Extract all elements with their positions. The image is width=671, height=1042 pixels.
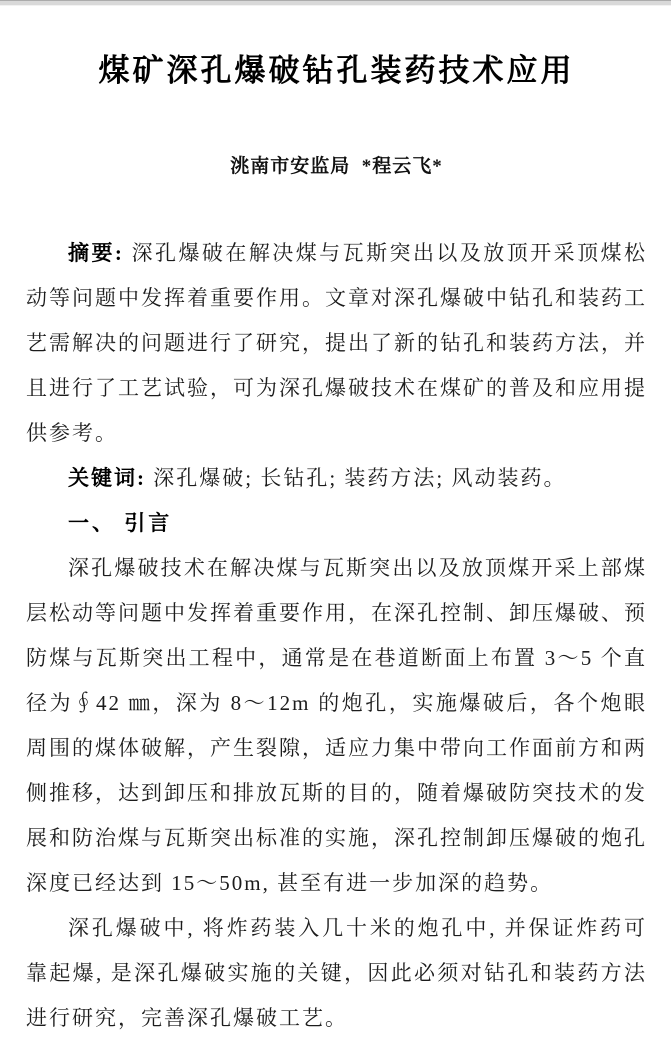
- keywords-text: 深孔爆破; 长钻孔; 装药方法; 风动装药。: [153, 466, 567, 490]
- document-body: [26, 231, 647, 1041]
- document-page: [0, 7, 671, 1041]
- body-paragraph: 深孔爆破技术在解决煤与瓦斯突出以及放顶煤开采上部煤层松动等问题中发挥着重要作用，在深孔控制、卸压爆破、预防煤与瓦斯突出工程中，通常是在巷道断面上布置 3～5 个直径为∮42 ㎜，深为 8～12m 的炮孔，实施爆破后，各个炮眼周围的煤体破解，产生裂隙，适应力集中带向工作面前方和两侧推移，达到卸压和排放瓦斯的目的，随着爆破防突技术的发展和防治煤与瓦斯突出标准的实施，深孔控制卸压爆破的炮孔深度已经达到 15～50m, 甚至有进一步加深的趋势。: [26, 556, 647, 895]
- document-title: 煤矿深孔爆破钻孔装药技术应用: [98, 53, 575, 88]
- keywords-paragraph: [26, 456, 647, 501]
- abstract-paragraph: [26, 231, 647, 456]
- window-top-edge: [0, 0, 671, 6]
- body-paragraph: 深孔爆破中, 将炸药装入几十米的炮孔中, 并保证炸药可靠起爆, 是深孔爆破实施的关键，因此必须对钻孔和装药方法进行研究，完善深孔爆破工艺。: [26, 916, 647, 1030]
- keywords-label: 关键词:: [68, 466, 154, 490]
- abstract-label: 摘要:: [68, 241, 132, 265]
- author-line: 洮南市安监局 *程云飞*: [230, 156, 443, 177]
- abstract-text: 深孔爆破在解决煤与瓦斯突出以及放顶开采顶煤松动等问题中发挥着重要作用。文章对深孔爆破中钻孔和装药工艺需解决的问题进行了研究，提出了新的钻孔和装药方法，并且进行了工艺试验，可为深孔爆破技术在煤矿的普及和应用提供参考。: [26, 241, 647, 445]
- section-heading-introduction: 一、 引言: [68, 511, 173, 535]
